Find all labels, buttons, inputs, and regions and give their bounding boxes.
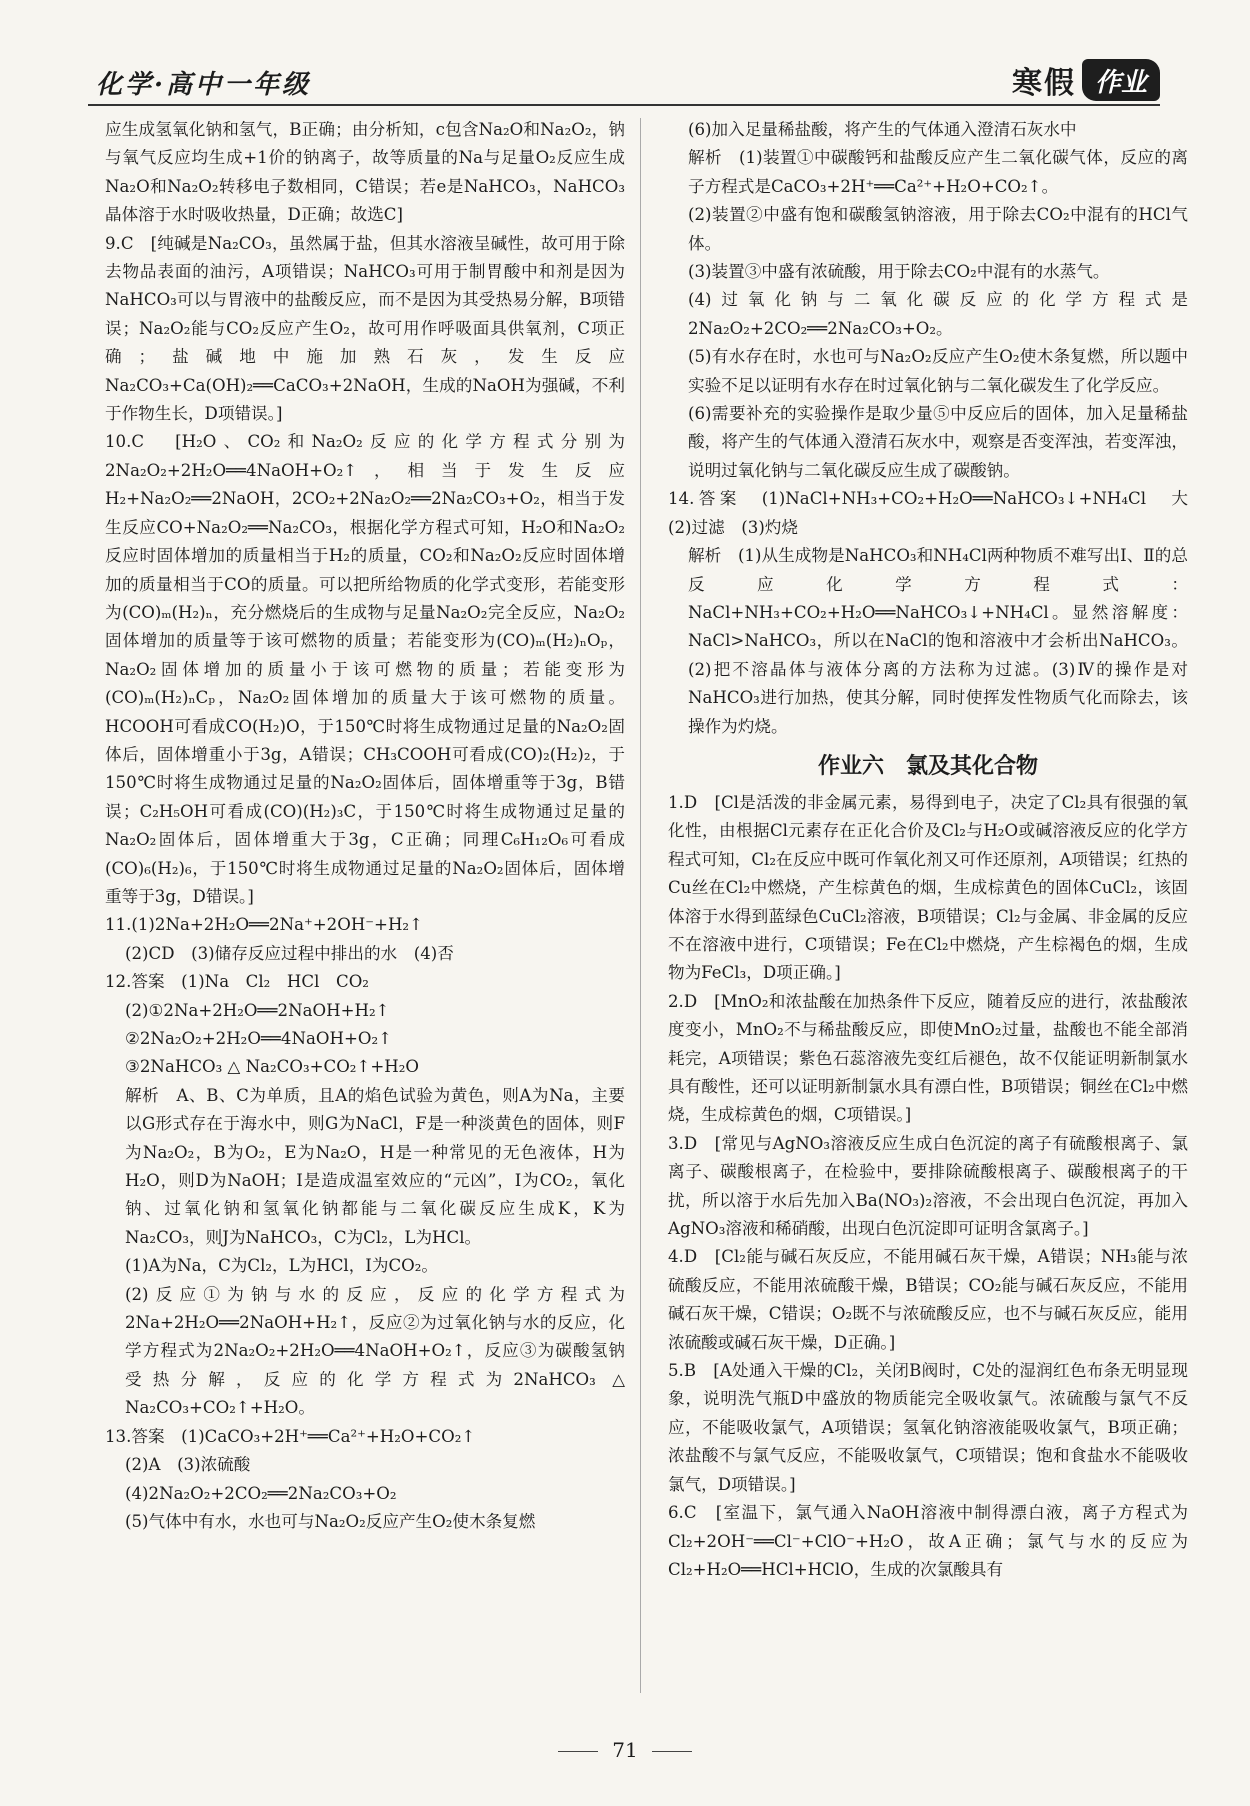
page-header (88, 58, 1160, 106)
answer-paragraph: (2)CD (3)储存反应过程中排出的水 (4)否 (125, 943, 454, 963)
answer-paragraph: (3)装置③中盛有浓硫酸，用于除去CO₂中混有的水蒸气。 (688, 262, 1110, 282)
answer-paragraph: 12.答案 (1)Na Cl₂ HCl CO₂ (105, 972, 369, 992)
right-column (668, 116, 1205, 1584)
answer-paragraph: 5.B [A处通入干燥的Cl₂，关闭B阀时，C处的湿润红色布条无明显现象，说明洗气瓶D中盛放的物质能完全吸收氯气。浓硫酸与氯气不反应，不能吸收氯气，A项错误；氢氧化钠溶液能吸收氯气，B项正确；浓盐酸不与氯气反应，不能吸收氯气，C项错误；饱和食盐水不能吸收氯气，D项错误。] (668, 1361, 1188, 1494)
brand (1012, 58, 1160, 102)
answer-paragraph: 9.C [纯碱是Na₂CO₃，虽然属于盐，但其水溶液呈碱性，故可用于除去物品表面的油污，A项错误；NaHCO₃可用于制胃酸中和剂是因为NaHCO₃可以与胃液中的盐酸反应，而不是因为其受热易分解，B项错误；Na₂O₂能与CO₂反应产生O₂，故可用作呼吸面具供氧剂，C项正确；盐碱地中施加熟石灰，发生反应Na₂CO₃+Ca(OH)₂══CaCO₃+2NaOH，生成的NaOH为强碱，不利于作物生长，D项错误。] (105, 233, 625, 424)
section-title: 作业六 氯及其化合物 (817, 753, 1038, 779)
answer-paragraph: (2)装置②中盛有饱和碳酸氢钠溶液，用于除去CO₂中混有的HCl气体。 (688, 205, 1188, 253)
answer-paragraph: (5)气体中有水，水也可与Na₂O₂反应产生O₂使木条复燃 (125, 1511, 536, 1531)
left-column (105, 116, 625, 1536)
answer-paragraph: 6.C [室温下，氯气通入NaOH溶液中制得漂白液，离子方程式为Cl₂+2OH⁻══Cl⁻+ClO⁻+H₂O，故A正确；氯气与水的反应为Cl₂+H₂O══HCl+HClO，生成的次氯酸具有 (668, 1503, 1188, 1579)
page-number: 71 (612, 1738, 638, 1762)
answer-paragraph: 1.D [Cl是活泼的非金属元素，易得到电子，决定了Cl₂具有很强的氧化性，由根据Cl元素存在正化合价及Cl₂与H₂O或碱溶液反应的化学方程式可知，Cl₂在反应中既可作氧化剂又可作还原剂，A项错误；红热的Cu丝在Cl₂中燃烧，产生棕黄色的烟，生成棕黄色的固体CuCl₂，该固体溶于水得到蓝绿色CuCl₂溶液，B项错误；Cl₂与金属、非金属的反应不在溶液中进行，C项错误；Fe在Cl₂中燃烧，产生棕褐色的烟，生成物为FeCl₃，D项正确。] (668, 792, 1188, 983)
answer-paragraph: (6)加入足量稀盐酸，将产生的气体通入澄清石灰水中 (688, 120, 1077, 139)
answer-paragraph: 4.D [Cl₂能与碱石灰反应，不能用碱石灰干燥，A错误；NH₃能与浓硫酸反应，不能用浓硫酸干燥，B错误；CO₂能与碱石灰反应，不能用碱石灰干燥，C错误；O₂既不与浓硫酸反应，也不与碱石灰反应，能用浓硫酸或碱石灰干燥，D正确。] (668, 1247, 1188, 1352)
answer-paragraph: 11.(1)2Na+2H₂O══2Na⁺+2OH⁻+H₂↑ (105, 915, 423, 935)
answer-paragraph: ③2NaHCO₃ △ Na₂CO₃+CO₂↑+H₂O (125, 1057, 419, 1077)
answer-paragraph: (5)有水存在时，水也可与Na₂O₂反应产生O₂使木条复燃，所以题中实验不足以证明有水存在时过氧化钠与二氧化碳发生了化学反应。 (688, 347, 1188, 395)
column-divider (640, 118, 641, 1693)
subject-title: 化学·高中一年级 (96, 70, 312, 100)
answer-paragraph: ②2Na₂O₂+2H₂O══4NaOH+O₂↑ (125, 1029, 393, 1048)
answer-paragraph: 3.D [常见与AgNO₃溶液反应生成白色沉淀的离子有硫酸根离子、氯离子、碳酸根离子，在检验中，要排除硫酸根离子、碳酸根离子的干扰，所以溶于水后先加入Ba(NO₃)₂溶液，不会出现白色沉淀，再加入AgNO₃溶液和稀硝酸，出现白色沉淀即可证明含氯离子。] (668, 1133, 1188, 1239)
answer-paragraph: 解析 (1)从生成物是NaHCO₃和NH₄Cl两种物质不难写出Ⅰ、Ⅱ的总反应化学方程式：NaCl+NH₃+CO₂+H₂O══NaHCO₃↓+NH₄Cl。显然溶解度：NaCl>NaHCO₃，所以在NaCl的饱和溶液中才会析出NaHCO₃。(2)把不溶晶体与液体分离的方法称为过滤。(3)Ⅳ的操作是对NaHCO₃进行加热，使其分解，同时使挥发性物质气化而除去，该操作为灼烧。 (688, 546, 1188, 736)
answer-paragraph: (2)①2Na+2H₂O══2NaOH+H₂↑ (125, 1000, 390, 1020)
answer-paragraph: 解析 A、B、C为单质，且A的焰色试验为黄色，则A为Na，主要以G形式存在于海水中，则G为NaCl，F是一种淡黄色的固体，则F为Na₂O₂，B为O₂，E为Na₂O，H是一种常见的无色液体，H为H₂O，则D为NaOH；I是造成温室效应的“元凶”，I为CO₂，氧化钠、过氧化钠和氢氧化钠都能与二氧化碳反应生成K，K为Na₂CO₃，则J为NaHCO₃，C为Cl₂，L为HCl。 (125, 1085, 625, 1247)
page-footer (0, 1738, 1250, 1762)
answer-paragraph: (4)2Na₂O₂+2CO₂══2Na₂CO₃+O₂ (125, 1483, 397, 1503)
answer-paragraph: 2.D [MnO₂和浓盐酸在加热条件下反应，随着反应的进行，浓盐酸浓度变小，MnO₂不与稀盐酸反应，即使MnO₂过量，盐酸也不能全部消耗完，A项错误；紫色石蕊溶液先变红后褪色，故不仅能证明新制氯水具有酸性，还可以证明新制氯水具有漂白性，B项错误；铜丝在Cl₂中燃烧，生成棕黄色的烟，C项错误。] (668, 991, 1188, 1125)
answer-paragraph: 10.C [H₂O、CO₂和Na₂O₂反应的化学方程式分别为2Na₂O₂+2H₂O══4NaOH+O₂↑，相当于发生反应H₂+Na₂O₂══2NaOH，2CO₂+2Na₂O₂══2Na₂CO₃+O₂，相当于发生反应CO+Na₂O₂══Na₂CO₃，根据化学方程式可知，H₂O和Na₂O₂反应时固体增加的质量相当于H₂的质量，CO₂和Na₂O₂反应时固体增加的质量相当于CO的质量。可以把所给物质的化学式变形，若能变形为(CO)ₘ(H₂)ₙ，充分燃烧后的生成物与足量Na₂O₂完全反应，Na₂O₂固体增加的质量等于该可燃物的质量；若能变形为(CO)ₘ(H₂)ₙOₚ，Na₂O₂固体增加的质量小于该可燃物的质量；若能变形为(CO)ₘ(H₂)ₙCₚ，Na₂O₂固体增加的质量大于该可燃物的质量。HCOOH可看成CO(H₂)O，于150℃时将生成物通过足量的Na₂O₂固体后，固体增重小于3g，A错误；CH₃COOH可看成(CO)₂(H₂)₂，于150℃时将生成物通过足量的Na₂O₂固体后，固体增重等于3g，B错误；C₂H₅OH可看成(CO)(H₂)₃C，于150℃时将生成物通过足量的Na₂O₂固体后，固体增重大于3g，C正确；同理C₆H₁₂O₆可看成(CO)₆(H₂)₆，于150℃时将生成物通过足量的Na₂O₂固体后，固体增重等于3g，D错误。] (105, 432, 625, 906)
answer-paragraph: 解析 (1)装置①中碳酸钙和盐酸反应产生二氧化碳气体，反应的离子方程式是CaCO₃+2H⁺══Ca²⁺+H₂O+CO₂↑。 (688, 148, 1188, 196)
brand-logo: 作业 (1082, 59, 1160, 101)
answer-paragraph: (1)A为Na，C为Cl₂，L为HCl，I为CO₂。 (125, 1256, 439, 1276)
answer-paragraph: 14.答案 (1)NaCl+NH₃+CO₂+H₂O══NaHCO₃↓+NH₄Cl 大 (2)过滤 (3)灼烧 (668, 489, 1205, 537)
answer-paragraph: (4)过氧化钠与二氧化碳反应的化学方程式是2Na₂O₂+2CO₂══2Na₂CO₃+O₂。 (688, 290, 1188, 338)
answer-paragraph: (6)需要补充的实验操作是取少量⑤中反应后的固体，加入足量稀盐酸，将产生的气体通入澄清石灰水中，观察是否变浑浊，若变浑浊，说明过氧化钠与二氧化碳反应生成了碳酸钠。 (688, 404, 1188, 480)
answer-paragraph: 13.答案 (1)CaCO₃+2H⁺══Ca²⁺+H₂O+CO₂↑ (105, 1426, 476, 1446)
answer-paragraph: (2)A (3)浓硫酸 (125, 1455, 251, 1475)
brand-text: 寒假 (1012, 66, 1076, 101)
answer-paragraph: 应生成氢氧化钠和氢气，B正确；由分析知，c包含Na₂O和Na₂O₂，钠与氧气反应均生成+1价的钠离子，故等质量的Na与足量O₂反应生成Na₂O和Na₂O₂转移电子数相同，C错误；若e是NaHCO₃，NaHCO₃晶体溶于水时吸收热量，D正确；故选C] (105, 120, 625, 225)
answer-paragraph: (2)反应①为钠与水的反应，反应的化学方程式为2Na+2H₂O══2NaOH+H₂↑，反应②为过氧化钠与水的反应，化学方程式为2Na₂O₂+2H₂O══4NaOH+O₂↑，反应③为碳酸氢钠受热分解，反应的化学方程式为2NaHCO₃ △ Na₂CO₃+CO₂↑+H₂O。 (125, 1284, 625, 1418)
header-rule (88, 104, 1160, 106)
